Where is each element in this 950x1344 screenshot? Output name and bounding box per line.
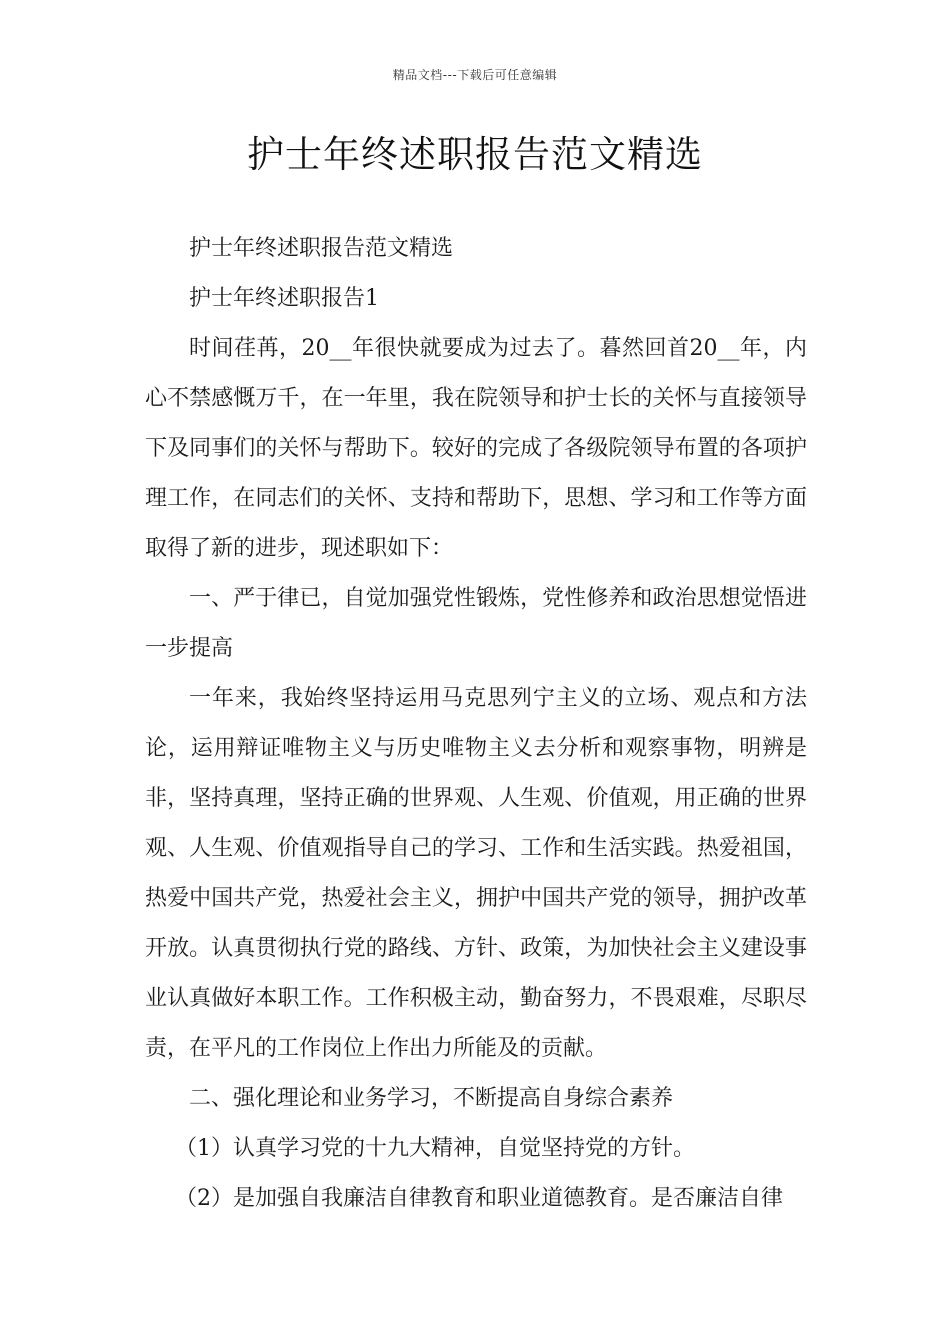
paragraph-section-heading: 护士年终述职报告1 xyxy=(189,286,379,311)
header-note: 精品文档---下载后可任意编辑 xyxy=(392,68,558,82)
paragraph-item-2: （2）是加强自我廉洁自律教育和职业道德教育。是否廉洁自律 xyxy=(175,1186,783,1211)
paragraph-heading-1: 一、严于律已，自觉加强党性锻炼，党性修养和政治思想觉悟进一步提高 xyxy=(145,586,807,661)
document-title: 护士年终述职报告范文精选 xyxy=(247,133,703,176)
paragraph-body-1: 一年来，我始终坚持运用马克思列宁主义的立场、观点和方法论，运用辩证唯物主义与历史唯物主义去分析和观察事物，明辨是非，坚持真理，坚持正确的世界观、人生观、价值观，用正确的世界观、人生观、价值观指导自己的学习、工作和生活实践。热爱祖国，热爱中国共产党，热爱社会主义，拥护中国共产党的领导，拥护改革开放。认真贯彻执行党的路线、方针、政策，为加快社会主义建设事业认真做好本职工作。工作积极主动，勤奋努力，不畏艰难，尽职尽责，在平凡的工作岗位上作出力所能及的贡献。 xyxy=(145,686,807,1061)
paragraph-intro: 时间荏苒，20__年很快就要成为过去了。暮然回首20__年，内心不禁感慨万千，在一年里，我在院领导和护士长的关怀与直接领导下及同事们的关怀与帮助下。较好的完成了各级院领导布置的各项护理工作，在同志们的关怀、支持和帮助下，思想、学习和工作等方面取得了新的进步，现述职如下： xyxy=(145,336,807,561)
paragraph-subtitle: 护士年终述职报告范文精选 xyxy=(189,236,454,261)
paragraph-heading-2: 二、强化理论和业务学习，不断提高自身综合素养 xyxy=(189,1086,674,1111)
document-body xyxy=(145,224,807,1224)
paragraph-item-1: （1）认真学习党的十九大精神，自觉坚持党的方针。 xyxy=(175,1136,695,1161)
